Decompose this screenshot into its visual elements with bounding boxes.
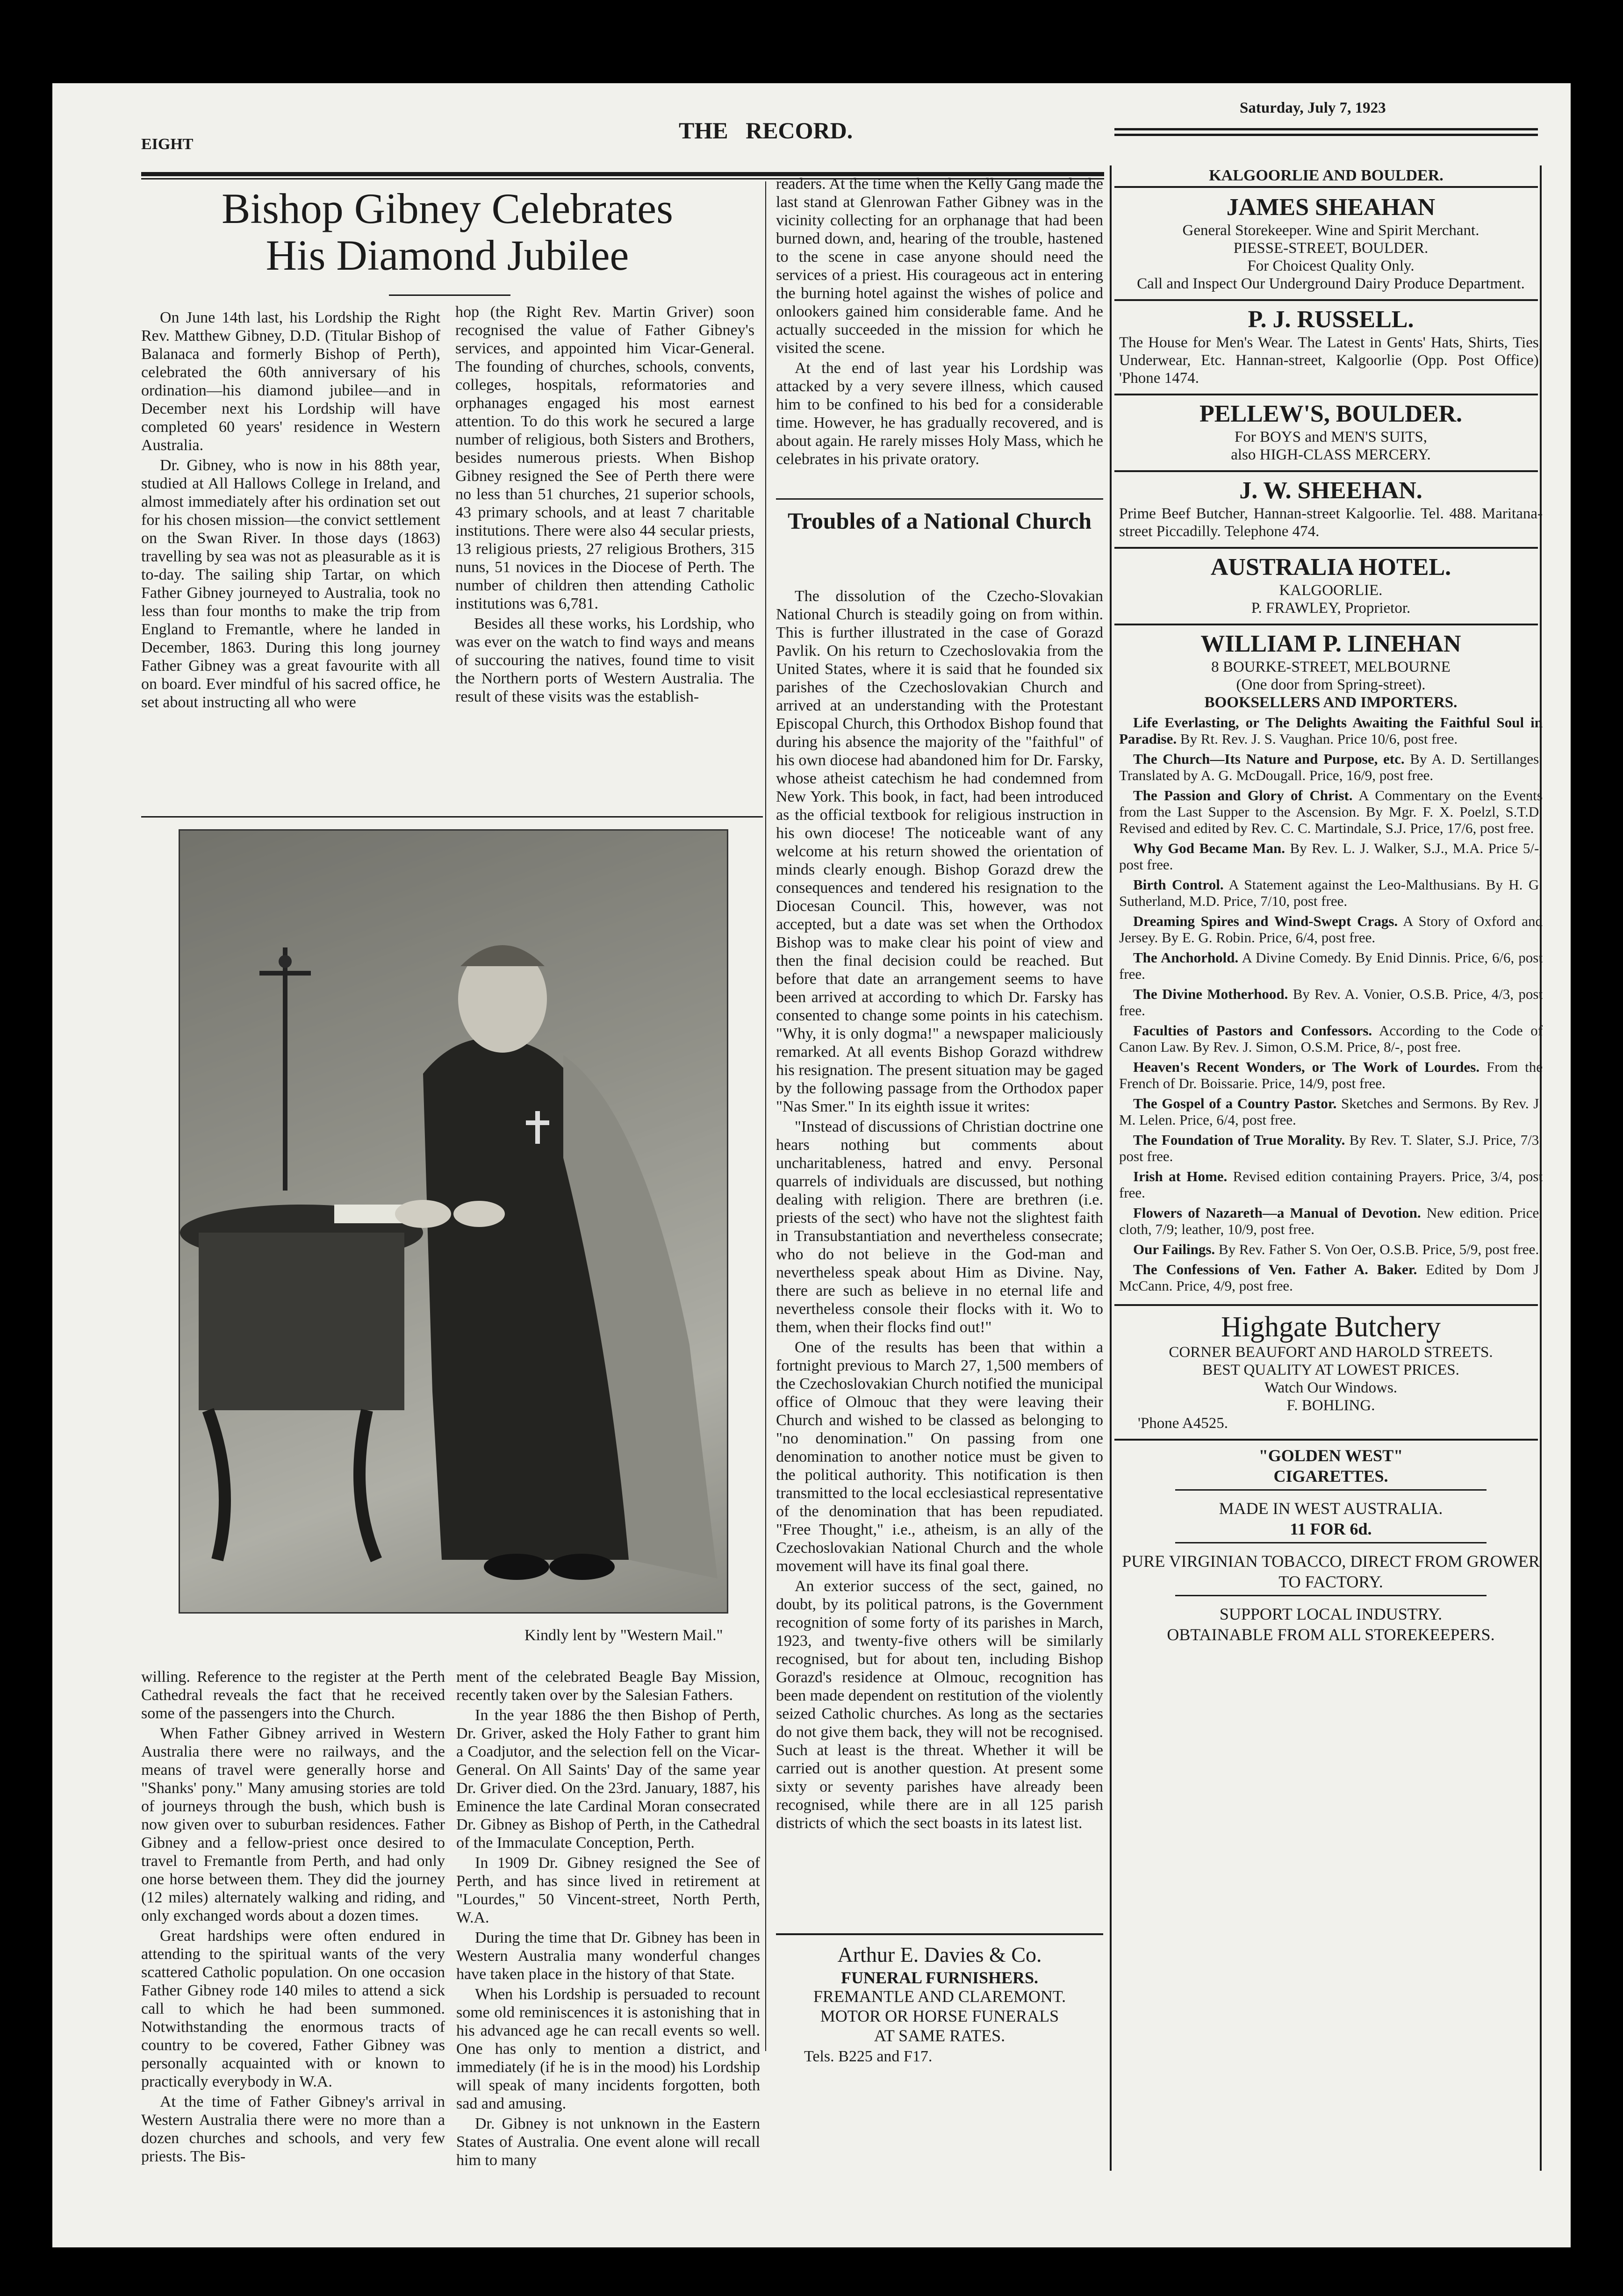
davies-line: AT SAME RATES. <box>874 2026 1005 2045</box>
ad-line: 'Phone A4525. <box>1138 1415 1228 1432</box>
book-details: A Commentary on the Events from the Last Supper to the Ascension. By Mgr. F. X. Poelzl, S.T.D. Revised and edited by Rev. C. C. Martindale, S.J. Price, 17/6, post free. <box>1119 787 1543 836</box>
book-title: Flowers of Nazareth—a Manual of Devotion. <box>1133 1205 1421 1221</box>
ad-j-w-sheehan <box>1114 475 1547 544</box>
paragraph: When his Lordship is persuaded to recount some old reminiscences it is astonishing that in his advanced age he can recall events so well. One has only to mention a district, and immediately (if he is in the mood) his Lordship will speak of many incidents forgotten, both sad and amusing. <box>456 1986 760 2112</box>
paragraph: Great hardships were often endured in attending to the spiritual wants of the very scattered Catholic population. On one occasion Father Gibney rode 140 miles to attend a sick call to which he had been summoned. Notwithstanding the enormous tracts of country to be covered, Father Gibney was personally acquainted with or known to practically everybody in W.A. <box>141 1927 445 2090</box>
paragraph: At the end of last year his Lordship was attacked by a very severe illness, which caused him to be confined to his bed for a considerable time. However, he has gradually recovered, and is about again. He rarely misses Holy Mass, which he celebrates in his private oratory. <box>776 359 1103 468</box>
sidebar-left-border <box>1110 165 1112 2171</box>
book-title: The Gospel of a Country Pastor. <box>1133 1095 1337 1112</box>
ad-divider <box>1175 1489 1487 1495</box>
article-title-block <box>141 185 754 279</box>
book-listing <box>1119 876 1543 909</box>
article-column-3 <box>776 175 1103 497</box>
article-2-top-rule <box>776 498 1103 500</box>
page-number: EIGHT <box>141 136 194 153</box>
paragraph: In the year 1886 the then Bishop of Perth, Dr. Griver, asked the Holy Father to grant him a Coadjutor, and the selection fell on the Vicar-General. On All Saints' Day of the same year Dr. Griver died. On the 23rd. January, 1887, his Eminence the late Cardinal Moran consecrated Dr. Gibney as Bishop of Perth, in the Cathedral of the Immaculate Conception, Perth. <box>456 1707 760 1851</box>
ad-name: JAMES SHEAHAN <box>1226 194 1436 221</box>
davies-line: FUNERAL FURNISHERS. <box>840 1968 1039 1987</box>
book-details: From the French of Dr. Boissarie. Price, 14/9, post free. <box>1119 1059 1543 1091</box>
ad-line: Prime Beef Butcher, Hannan-street Kalgoorlie. Tel. 488. Maritana-street Piccadilly. Telephone 474. <box>1119 505 1543 540</box>
paragraph: Dr. Gibney, who is now in his 88th year, studied at All Hallows College in Ireland, and almost immediately after his ordination set out for his chosen mission—the convict settlement on the Swan River. In those days (1863) travelling by sea was not as pleasurable as it is to-day. The sailing ship Tartar, on which Father Gibney journeyed to Australia, took no less than four months to make the trip from England to Fremantle, where he landed in December, 1863. During this long journey Father Gibney was a great favourite with all on board. Ever mindful of his sacred office, he set about instructing all who were <box>141 457 440 711</box>
book-details: A Statement against the Leo-Malthusians. By H. G. Sutherland, M.D. Price, 7/10, post free. <box>1119 876 1543 909</box>
book-details: By Rev. L. J. Walker, S.J., M.A. Price 5/-, post free. <box>1119 840 1543 873</box>
ad-name: WILLIAM P. LINEHAN <box>1200 631 1461 657</box>
book-title: The Foundation of True Morality. <box>1133 1132 1345 1148</box>
issue-date: Saturday, July 7, 1923 <box>1240 100 1386 116</box>
book-title: Dreaming Spires and Wind-Swept Crags. <box>1133 913 1398 929</box>
article-column-2 <box>455 303 754 808</box>
article-title-line-1: Bishop Gibney Celebrates <box>222 185 673 232</box>
ad-james-sheahan <box>1114 188 1547 296</box>
book-listing <box>1119 949 1543 982</box>
ad-line: (One door from Spring-street). <box>1236 676 1426 693</box>
book-title: The Anchorhold. <box>1133 949 1239 966</box>
ad-line: PURE VIRGINIAN TOBACCO, DIRECT FROM GROWER TO FACTORY. <box>1122 1552 1540 1591</box>
ad-divider <box>1114 547 1538 549</box>
book-title: Birth Control. <box>1133 876 1224 893</box>
paragraph: On June 14th last, his Lordship the Right Rev. Matthew Gibney, D.D. (Titular Bishop of Balanaca and formerly Bishop of Perth), celebrated the 60th anniversary of his ordination—his diamond jubilee—and in December next his Lordship will have completed 60 years' residence in Western Australia. <box>141 309 440 454</box>
ad-divider <box>1114 1439 1538 1441</box>
ad-name: P. J. RUSSELL. <box>1248 306 1414 333</box>
book-listing <box>1119 840 1543 873</box>
header-rule-right <box>1114 128 1538 130</box>
davies-line: MOTOR OR HORSE FUNERALS <box>820 2007 1059 2025</box>
paragraph: The dissolution of the Czecho-Slovakian National Church is steadily going on from within. This is further illustrated in the case of Gorazd Pavlik. On his return to Czechoslovakia from the United States, where it is said that he founded six parishes of the Czechoslovakian Church and arrived at an understanding with the Protestant Episcopal Church, this Orthodox Bishop found that during his absence the majority of the "faithful" of his own diocese had abandoned him for Dr. Farsky, whose atheist catechism he had condemned from New York. This book, in fact, had been introduced as the official textbook for religious instruction in his own diocese! The noticeable want of any welcome at his return showed the orientation of minds clearly enough. Bishop Gorazd drew the consequences and tendered his resignation to the Diocesan Council. This, however, was not accepted, but a date was set when the Orthodox Bishop was to make clear his point of view and then the final decision could be reached. But before that date an arrangement seems to have been arrived at according to which Dr. Farsky has consented to change some points in his catechism. "Why, it is only dogma!" a newspaper maliciously remarked. At all events Bishop Gorazd withdrew his resignation. The present situation may be gaged by the following passage from the Orthodox paper "Nas Smer." In its eighth issue it writes: <box>776 588 1103 1115</box>
book-details: A Story of Oxford and Jersey. By E. G. Robin. Price, 6/4, post free. <box>1119 913 1543 946</box>
ad-name: J. W. SHEEHAN. <box>1239 477 1422 504</box>
book-title: Life Everlasting, or The Delights Awaiting the Faithful Soul in Paradise. <box>1119 714 1543 747</box>
photo-caption: Kindly lent by "Western Mail." <box>524 1627 723 1644</box>
ad-line: SUPPORT LOCAL INDUSTRY. <box>1219 1605 1443 1623</box>
ad-highgate-butchery <box>1114 1309 1547 1436</box>
ad-line: OBTAINABLE FROM ALL STOREKEEPERS. <box>1167 1625 1495 1644</box>
book-listing <box>1119 787 1543 836</box>
ad-line: BOOKSELLERS AND IMPORTERS. <box>1204 694 1458 711</box>
davies-advertisement <box>776 1941 1103 2068</box>
ad-golden-west-cigarettes <box>1114 1443 1547 1649</box>
ad-divider <box>1114 624 1538 625</box>
ad-line: also HIGH-CLASS MERCERY. <box>1231 446 1431 463</box>
ad-line: For Choicest Quality Only. <box>1247 258 1415 274</box>
ad-line: Watch Our Windows. <box>1264 1379 1398 1396</box>
ad-line: General Storekeeper. Wine and Spirit Merchant. <box>1182 222 1479 239</box>
paragraph: An exterior success of the sect, gained, no doubt, by its political patrons, is the Government recognition of some forty of its parishes in March, 1923, and twenty-five others will be similarly recognised, but for about ten, including Bishop Gorazd's residence at Olmouc, recognition has been made dependent on restitution of the violently seized Catholic churches. As long as the sectaries do not give them back, they will not be recognised. Such at least is the threat. Whether it will be carried out is another question. At present some sixty or seventy parishes have already been recognised, while there are in all 125 parish districts of which the sect boasts in its latest list. <box>776 1578 1103 1832</box>
ad-line: The House for Men's Wear. The Latest in Gents' Hats, Shirts, Ties, Underwear, Etc. Hannan-street, Kalgoorlie (Opp. Post Office). 'Phone 1474. <box>1119 334 1543 387</box>
paragraph: ment of the celebrated Beagle Bay Mission, recently taken over by the Salesian Fathers. <box>456 1668 760 1704</box>
ad-name: "GOLDEN WEST" <box>1258 1446 1403 1465</box>
book-details: Revised edition containing Prayers. Price, 3/4, post free. <box>1119 1168 1543 1201</box>
header-rule-right-2 <box>1114 134 1538 136</box>
book-title: Faculties of Pastors and Confessors. <box>1133 1022 1372 1039</box>
book-title: Why God Became Man. <box>1133 840 1285 856</box>
paragraph: Dr. Gibney is not unknown in the Eastern States of Australia. One event alone will recall him to many <box>456 2115 760 2169</box>
book-listing <box>1119 1059 1543 1091</box>
ad-line: P. FRAWLEY, Proprietor. <box>1251 600 1411 617</box>
sidebar-heading: KALGOORLIE AND BOULDER. <box>1114 165 1538 188</box>
paragraph: hop (the Right Rev. Martin Griver) soon recognised the value of Father Gibney's services, and appointed him Vicar-General. The founding of churches, schools, convents, colleges, hospitals, reformatories and orphanages engaged his most earnest attention. To do this work he secured a large number of religious, both Sisters and Brothers, besides numerous priests. When Bishop Gibney resigned the See of Perth there were no less than 51 churches, 21 superior schools, 43 primary schools, and at least 7 charitable institutions. There were also 44 secular priests, 13 religious priests, 27 religious Brothers, 315 nuns, 51 novices in the Diocese of Perth. The number of children then attending Catholic institutions was 6,781. <box>455 303 754 612</box>
advertisement-sidebar <box>1114 165 1543 2166</box>
book-details: By Rev. T. Slater, S.J. Price, 7/3, post free. <box>1119 1132 1543 1164</box>
bishop-portrait-photo <box>179 829 728 1614</box>
davies-ad-rule <box>776 1933 1103 1935</box>
newspaper-page <box>52 83 1571 2247</box>
book-title: The Passion and Glory of Christ. <box>1133 787 1353 804</box>
article-column-1-bottom <box>141 1668 445 2187</box>
article-column-2-bottom <box>456 1668 760 2187</box>
column-divider-top <box>765 181 766 2051</box>
book-details: New edition. Price, cloth, 7/9; leather, 10/9, post free. <box>1119 1205 1543 1237</box>
ad-line: Call and Inspect Our Underground Dairy Produce Department. <box>1137 275 1525 292</box>
article-title-line-2: His Diamond Jubilee <box>266 231 629 279</box>
book-title: The Divine Motherhood. <box>1133 986 1288 1002</box>
book-listing <box>1119 986 1543 1019</box>
book-details: By A. D. Sertillanges. Translated by A. G. McDougall. Price, 16/9, post free. <box>1119 751 1543 783</box>
davies-ad-content <box>776 1941 1103 2068</box>
ad-divider <box>1114 470 1538 472</box>
book-title: The Confessions of Ven. Father A. Baker. <box>1133 1261 1417 1277</box>
ad-line: 11 FOR 6d. <box>1290 1520 1372 1538</box>
ad-name: CIGARETTES. <box>1273 1467 1388 1485</box>
ad-line: PIESSE-STREET, BOULDER. <box>1233 240 1429 257</box>
ad-line: CORNER BEAUFORT AND HAROLD STREETS. <box>1169 1344 1493 1361</box>
masthead: THE RECORD. <box>679 117 853 144</box>
ad-name: AUSTRALIA HOTEL. <box>1210 554 1451 581</box>
book-title: Our Failings. <box>1133 1241 1215 1257</box>
book-listing <box>1119 1241 1543 1257</box>
ad-divider <box>1114 299 1538 301</box>
ad-divider <box>1175 1595 1487 1601</box>
paragraph: At the time of Father Gibney's arrival in Western Australia there were no more than a dozen churches and schools, and very few priests. The Bis- <box>141 2093 445 2165</box>
book-listing <box>1119 1261 1543 1294</box>
ad-line: BEST QUALITY AT LOWEST PRICES. <box>1202 1362 1459 1378</box>
book-listing <box>1119 751 1543 783</box>
article-2-title: Troubles of a National Church <box>787 508 1092 534</box>
book-details: By Rt. Rev. J. S. Vaughan. Price 10/6, post free. <box>1180 731 1458 747</box>
book-details: By Rev. Father S. Von Oer, O.S.B. Price, 5/9, post free. <box>1218 1241 1539 1257</box>
ad-divider <box>1114 1304 1538 1306</box>
book-listing <box>1119 1205 1543 1237</box>
davies-phone: Tels. B225 and F17. <box>804 2048 933 2065</box>
ad-name: PELLEW'S, BOULDER. <box>1199 401 1463 427</box>
davies-line: FREMANTLE AND CLAREMONT. <box>813 1987 1066 2006</box>
paragraph: In 1909 Dr. Gibney resigned the See of Perth, and has since lived in retirement at "Lourdes," 50 Vincent-street, North Perth, W.A. <box>456 1854 760 1926</box>
book-listing <box>1119 1095 1543 1128</box>
book-details: By Rev. A. Vonier, O.S.B. Price, 4/3, post free. <box>1119 986 1543 1019</box>
ad-divider <box>1114 394 1538 395</box>
ad-line: 8 BOURKE-STREET, MELBOURNE <box>1211 659 1451 675</box>
book-details: Edited by Dom J. McCann. Price, 4/9, post free. <box>1119 1261 1543 1294</box>
ad-divider <box>1175 1542 1487 1548</box>
paragraph: readers. At the time when the Kelly Gang made the last stand at Glenrowan Father Gibney was in the vicinity collecting for an orphanage that had been burned down, and, hearing of the trouble, hastened to the scene in case anyone should need the services of a priest. His courageous act in entering the burning hotel against the wishes of police and onlookers gained him considerable fame. And he actually succeeded in the mission for which he visited the scene. <box>776 175 1103 357</box>
ad-pellews-boulder <box>1114 398 1547 467</box>
article-2-title-block <box>776 508 1103 534</box>
paragraph: When Father Gibney arrived in Western Australia there were no railways, and the means of travel were generally horse and "Shanks' pony." Many amusing stories are told of journeys through the bush, which bush is now given over to suburban residences. Father Gibney and a fellow-priest once desired to travel to Fremantle from Perth, and had only one horse between them. They did the journey (12 miles) alternately walking and riding, and only exchanged words about a dozen times. <box>141 1725 445 1924</box>
book-list <box>1119 714 1543 1294</box>
book-listing <box>1119 1022 1543 1055</box>
ad-p-j-russell <box>1114 304 1547 391</box>
book-listing <box>1119 1132 1543 1164</box>
book-title: Heaven's Recent Wonders, or The Work of Lourdes. <box>1133 1059 1480 1075</box>
book-details: According to the Code of Canon Law. By Rev. J. Simon, O.S.M. Price, 8/-, post free. <box>1119 1022 1543 1055</box>
davies-name: Arthur E. Davies & Co. <box>837 1943 1042 1966</box>
portrait-illustration <box>180 831 727 1612</box>
book-listing <box>1119 913 1543 946</box>
article-2-body <box>776 587 1103 1933</box>
book-listing <box>1119 1168 1543 1201</box>
book-details: A Divine Comedy. By Enid Dinnis. Price, 6/6, post free. <box>1119 949 1543 982</box>
book-title: Irish at Home. <box>1133 1168 1228 1184</box>
ad-australia-hotel <box>1114 552 1547 621</box>
paragraph: Besides all these works, his Lordship, who was ever on the watch to find ways and means of succouring the natives, found time to visit the Northern ports of Western Australia. The result of these visits was the establish- <box>455 615 754 705</box>
ad-name: Highgate Butchery <box>1221 1311 1441 1343</box>
article-end-rule <box>141 816 763 818</box>
paragraph: "Instead of discussions of Christian doctrine one hears nothing but comments about uncharitableness, hatred and envy. Personal quarrels of individuals are discussed, but nothing dealing with religion. There are brethren (i.e. priests of the sect) who have not the slightest faith in Transubstantiation and nevertheless consecrate; who do not believe in the God-man and nevertheless speak about Him as Divine. Nay, there are such as believe in no eternal life and nevertheless console their flocks with it. Wo to them, when their flocks find out!" <box>776 1118 1103 1336</box>
book-listing <box>1119 714 1543 747</box>
title-rule <box>389 294 510 296</box>
ad-line: MADE IN WEST AUSTRALIA. <box>1219 1499 1443 1518</box>
paragraph: During the time that Dr. Gibney has been in Western Australia many wonderful changes have taken place in the history of that State. <box>456 1929 760 1983</box>
article-column-1 <box>141 309 440 813</box>
paragraph: One of the results has been that within a fortnight previous to March 27, 1,500 members of the Czechoslovakian Church notified the municipal office of Olmouc that they were leaving their Church and wished to be classed as belonging to "no denomination." On passing from one denomination to another notice must be given to the political authority. This notification is then transmitted to the local ecclesiastical representative of the denomination that has been repudiated. "Free Thought," i.e., atheism, is an ally of the Czechoslovakian National Church and the whole movement will have its final goal there. <box>776 1339 1103 1575</box>
book-details: Sketches and Sermons. By Rev. J. M. Lelen. Price, 6/4, post free. <box>1119 1095 1543 1128</box>
ad-line: For BOYS and MEN'S SUITS, <box>1234 429 1428 445</box>
book-title: The Church—Its Nature and Purpose, etc. <box>1133 751 1405 767</box>
ad-line: KALGOORLIE. <box>1279 582 1383 599</box>
ad-william-linehan <box>1114 628 1547 1301</box>
ad-line: F. BOHLING. <box>1286 1397 1375 1414</box>
paragraph: willing. Reference to the register at the Perth Cathedral reveals the fact that he received some of the passengers into the Church. <box>141 1668 445 1722</box>
